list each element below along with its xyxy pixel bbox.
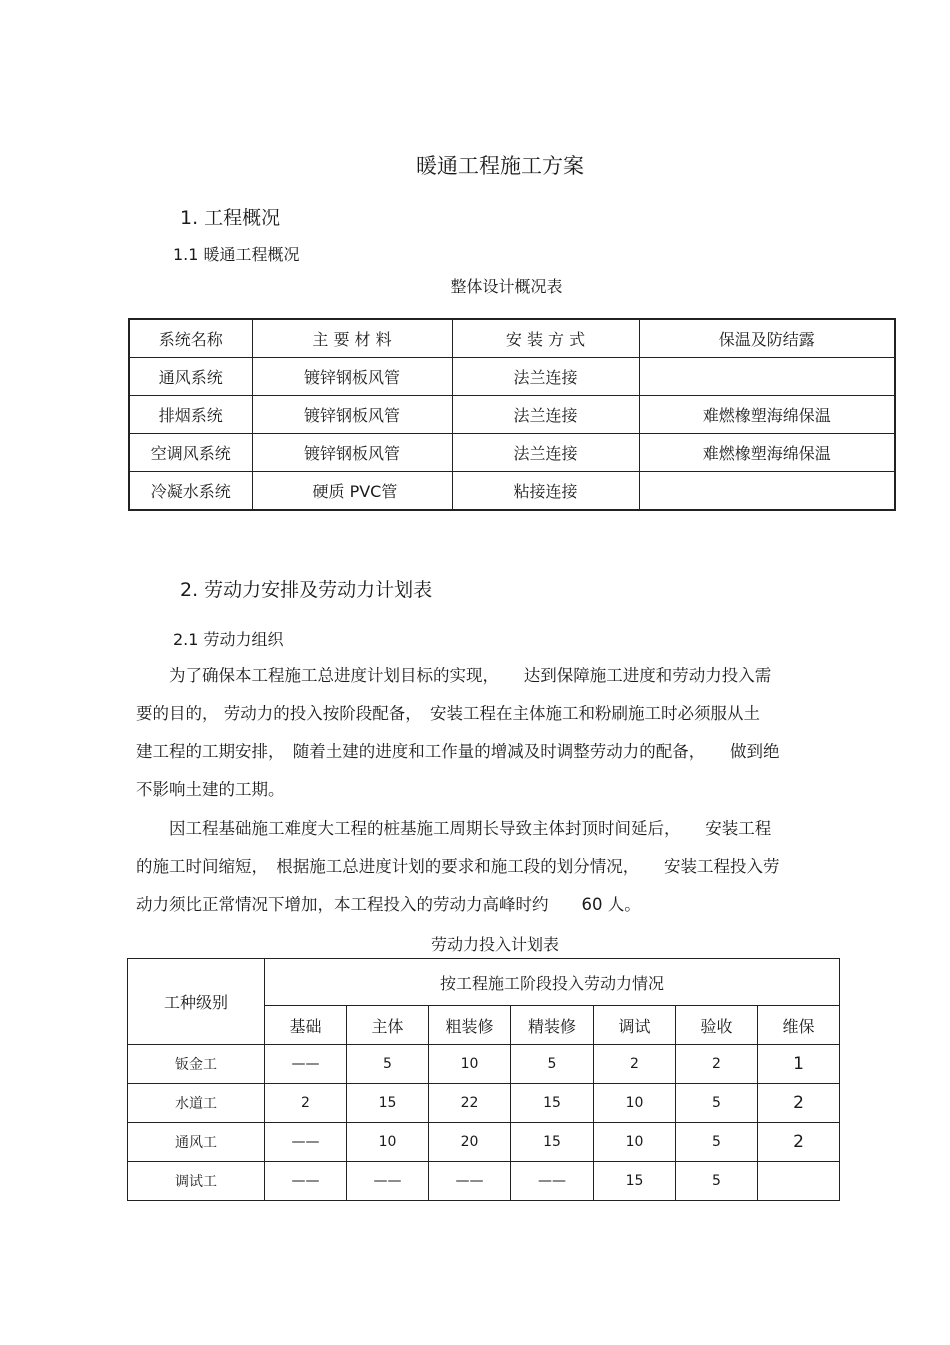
table-cell: 10: [594, 1123, 676, 1162]
header-cell: 保温及防结露: [639, 319, 895, 358]
table-row: [129, 472, 895, 511]
table-cell: ——: [347, 1162, 429, 1201]
table-cell: ——: [511, 1162, 594, 1201]
design-table-caption: 整体设计概况表: [450, 277, 563, 296]
table-cell: ——: [429, 1162, 511, 1201]
header-cell: 安 装 方 式: [452, 319, 639, 358]
paragraph-line: 因工程基础施工难度大工程的桩基施工周期长导致主体封顶时间延后， 安装工程: [136, 819, 772, 838]
header-cell: 主 要 材 料: [252, 319, 452, 358]
table-cell: 镀锌钢板风管: [252, 396, 452, 434]
table-cell: 5: [676, 1123, 758, 1162]
table-header-row: [128, 959, 840, 1006]
table-row: [128, 1162, 840, 1201]
section-2-heading: 2. 劳动力安排及劳动力计划表: [180, 579, 433, 601]
table-cell: 硬质 PVC管: [252, 472, 452, 511]
table-row: [128, 1123, 840, 1162]
table-cell: 难燃橡塑海绵保温: [639, 396, 895, 434]
table-cell: ——: [265, 1045, 347, 1084]
table-row: [129, 358, 895, 396]
table-cell: 通风工: [128, 1123, 265, 1162]
table-cell: 10: [429, 1045, 511, 1084]
table-cell: 2: [594, 1045, 676, 1084]
paragraph-line: 的施工时间缩短， 根据施工总进度计划的要求和施工段的划分情况， 安装工程投入劳: [136, 857, 780, 876]
group-header-cell: 按工程施工阶段投入劳动力情况: [265, 959, 840, 1006]
table-header-row: [129, 319, 895, 358]
table-cell: 钣金工: [128, 1045, 265, 1084]
table-cell: 10: [347, 1123, 429, 1162]
table-cell: 2: [265, 1084, 347, 1123]
stage-header-cell: 维保: [758, 1006, 840, 1045]
table-cell: 2: [758, 1123, 840, 1162]
table-cell: 空调风系统: [129, 434, 252, 472]
stage-header-cell: 基础: [265, 1006, 347, 1045]
table-cell: 镀锌钢板风管: [252, 358, 452, 396]
stage-header-cell: 主体: [347, 1006, 429, 1045]
table-cell: 排烟系统: [129, 396, 252, 434]
table-row: [129, 434, 895, 472]
paragraph-line: 要的目的， 劳动力的投入按阶段配备， 安装工程在主体施工和粉刷施工时必须服从土: [136, 704, 760, 723]
table-cell: 15: [594, 1162, 676, 1201]
table-cell: 10: [594, 1084, 676, 1123]
table-cell: ——: [265, 1123, 347, 1162]
table-cell: [639, 358, 895, 396]
table-cell: ——: [265, 1162, 347, 1201]
table-cell: 5: [511, 1045, 594, 1084]
table-cell: [639, 472, 895, 511]
stage-header-cell: 验收: [676, 1006, 758, 1045]
table-cell: 难燃橡塑海绵保温: [639, 434, 895, 472]
table-cell: 法兰连接: [452, 358, 639, 396]
stage-header-cell: 调试: [594, 1006, 676, 1045]
section-1-1-heading: 1.1 暖通工程概况: [173, 245, 300, 264]
table-cell: 15: [511, 1123, 594, 1162]
table-cell: 20: [429, 1123, 511, 1162]
table-cell: 2: [676, 1045, 758, 1084]
table-cell: 22: [429, 1084, 511, 1123]
stage-header-cell: 粗装修: [429, 1006, 511, 1045]
header-cell: 系统名称: [129, 319, 252, 358]
design-overview-table: [128, 318, 896, 511]
section-1-heading: 1. 工程概况: [180, 207, 281, 229]
table-cell: 镀锌钢板风管: [252, 434, 452, 472]
table-cell: 水道工: [128, 1084, 265, 1123]
row-header-cell: 工种级别: [128, 959, 265, 1045]
section-2-1-heading: 2.1 劳动力组织: [173, 630, 284, 649]
paragraph-labor-organization: [136, 657, 836, 809]
table-cell: 粘接连接: [452, 472, 639, 511]
labor-table-caption: 劳动力投入计划表: [430, 935, 559, 954]
table-cell: 冷凝水系统: [129, 472, 252, 511]
paragraph-line: 动力须比正常情况下增加，本工程投入的劳动力高峰时约 60 人。: [136, 895, 641, 914]
table-cell: 通风系统: [129, 358, 252, 396]
table-cell: 5: [676, 1162, 758, 1201]
table-cell: 5: [347, 1045, 429, 1084]
table-row: [128, 1045, 840, 1084]
table-cell: 1: [758, 1045, 840, 1084]
table-cell: 15: [511, 1084, 594, 1123]
paragraph-line: 为了确保本工程施工总进度计划目标的实现， 达到保障施工进度和劳动力投入需: [136, 666, 772, 685]
paragraph-line: 建工程的工期安排， 随着土建的进度和工作量的增减及时调整劳动力的配备， 做到绝: [136, 742, 780, 761]
table-cell: 调试工: [128, 1162, 265, 1201]
table-cell: 法兰连接: [452, 396, 639, 434]
labor-plan-table: [127, 958, 840, 1201]
paragraph-labor-increase: [136, 810, 836, 924]
table-cell: [758, 1162, 840, 1201]
table-cell: 法兰连接: [452, 434, 639, 472]
paragraph-line: 不影响土建的工期。: [136, 780, 285, 799]
table-cell: 2: [758, 1084, 840, 1123]
table-cell: 15: [347, 1084, 429, 1123]
document-title: 暖通工程施工方案: [416, 154, 584, 178]
table-row: [128, 1084, 840, 1123]
stage-header-cell: 精装修: [511, 1006, 594, 1045]
table-cell: 5: [676, 1084, 758, 1123]
table-row: [129, 396, 895, 434]
